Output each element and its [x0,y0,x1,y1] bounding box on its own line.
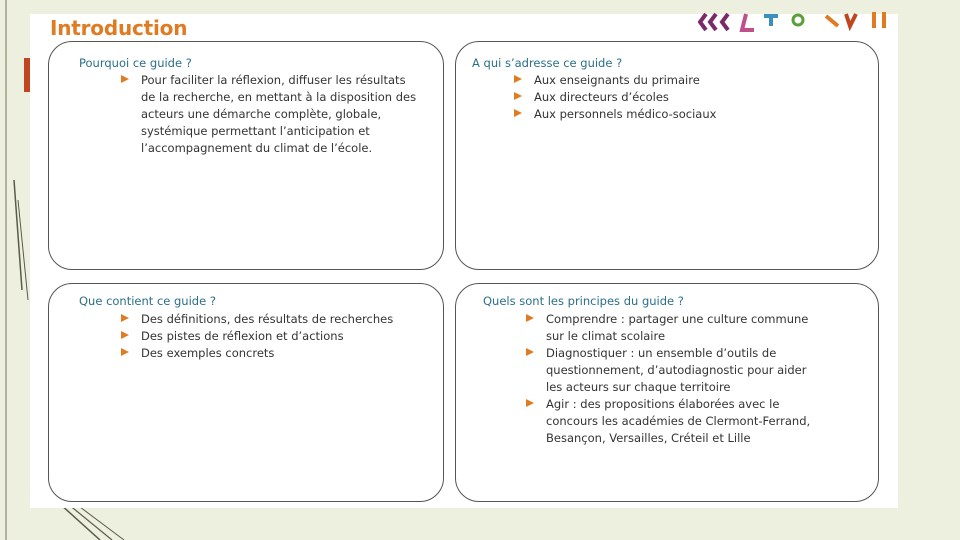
list-item-text: Aux directeurs d’écoles [534,90,669,104]
list-item [526,311,816,345]
panel-list [121,311,437,362]
slide-title: Introduction [50,16,188,40]
orange-triangle-bullet-icon [121,75,129,83]
panel-heading: Pourquoi ce guide ? [79,56,192,70]
panel-list [526,311,816,447]
panel-a-qui [455,41,879,270]
orange-triangle-bullet-icon [121,331,129,339]
list-item [514,72,854,89]
list-item-text: Diagnostiquer : un ensemble d’outils de questionnement, d’autodiagnostic pour aider les acteurs sur chaque territoire [546,346,807,394]
orange-triangle-bullet-icon [514,109,522,117]
panel-list [514,72,854,123]
list-item-text: Pour faciliter la réflexion, diffuser les résultats de la recherche, en mettant à la disposition des acteurs une démarche complète, globale, systémique permettant l’anticipation et l’accompagnement du climat de l’école. [141,73,417,155]
list-item-text: Agir : des propositions élaborées avec le concours les académies de Clermont-Ferrand, Besançon, Versailles, Créteil et Lille [546,397,811,445]
list-item [121,328,437,345]
list-item-text: Aux personnels médico-sociaux [534,107,717,121]
list-item [121,311,437,328]
panel-pourquoi [48,41,444,270]
orange-triangle-bullet-icon [514,92,522,100]
orange-triangle-bullet-icon [121,348,129,356]
list-item [121,345,437,362]
orange-triangle-bullet-icon [526,399,534,407]
list-item [121,72,421,157]
logo-graphic [698,8,898,34]
panel-principes [455,283,879,502]
list-item-text: Des définitions, des résultats de recherches [141,312,394,326]
panel-heading: Quels sont les principes du guide ? [483,294,684,308]
list-item-text: Des exemples concrets [141,346,275,360]
orange-triangle-bullet-icon [526,348,534,356]
list-item [514,106,854,123]
orange-triangle-bullet-icon [121,314,129,322]
list-item [526,396,816,447]
list-item-text: Des pistes de réflexion et d’actions [141,329,344,343]
list-item-text: Aux enseignants du primaire [534,73,700,87]
panel-que-contient [48,283,444,502]
list-item-text: Comprendre : partager une culture commune sur le climat scolaire [546,312,809,343]
panel-heading: A qui s’adresse ce guide ? [472,56,623,70]
panel-list [121,72,421,157]
orange-triangle-bullet-icon [514,75,522,83]
orange-triangle-bullet-icon [526,314,534,322]
list-item [514,89,854,106]
panel-heading: Que contient ce guide ? [79,294,216,308]
slide [30,14,898,508]
list-item [526,345,816,396]
